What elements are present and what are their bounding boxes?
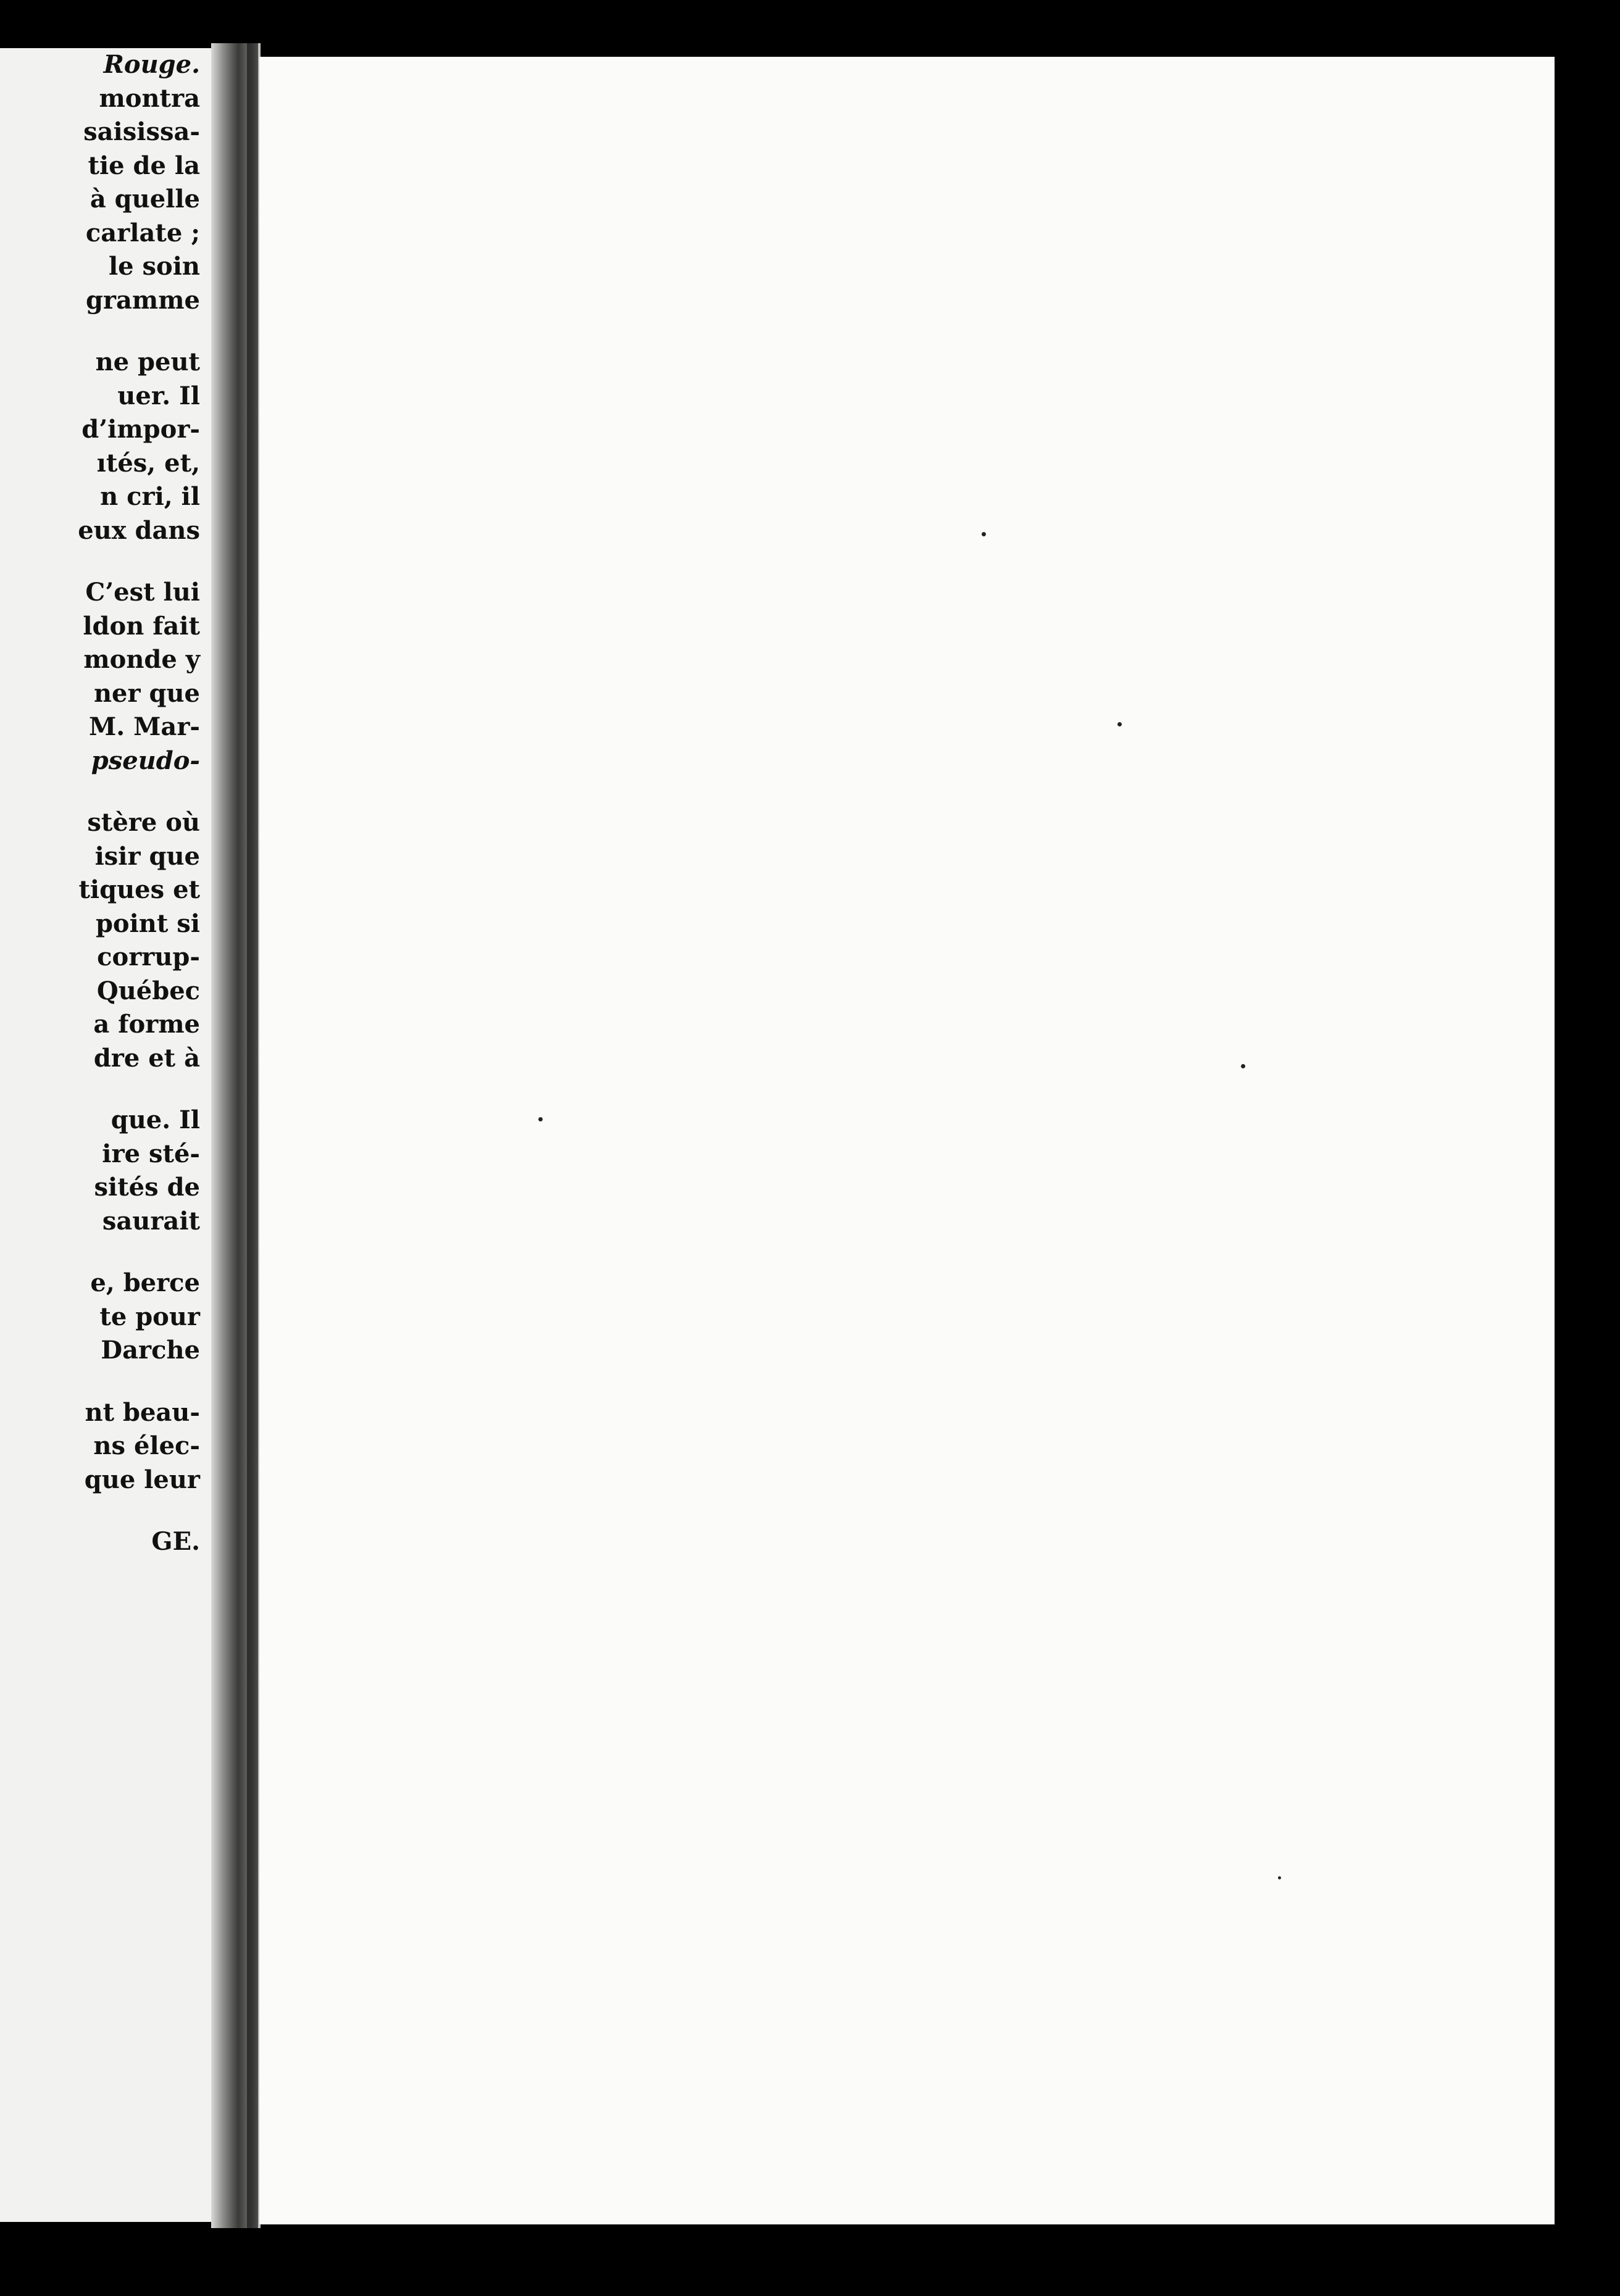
text-line: corrup-	[97, 942, 200, 971]
text-line: ner que	[93, 678, 200, 708]
paper-speck	[982, 532, 986, 536]
paper-speck	[538, 1117, 543, 1121]
text-line: Rouge.	[103, 50, 200, 79]
paper-speck	[1241, 1064, 1245, 1068]
text-line: point si	[95, 909, 200, 938]
text-line: tiques et	[78, 875, 200, 904]
text-line: saisissa-	[83, 117, 200, 146]
text-line: sités de	[94, 1173, 200, 1202]
text-line: pseudo-	[91, 746, 200, 775]
text-line: tie de la	[88, 151, 200, 180]
text-line: stère où	[87, 808, 200, 837]
text-line: uer. Il	[117, 381, 200, 410]
page-edge-shadow	[247, 43, 258, 2228]
text-line: ıtés, et,	[96, 448, 200, 478]
text-line: montra	[99, 83, 200, 113]
text-line: saurait	[102, 1206, 200, 1236]
paragraph-gap	[0, 1238, 200, 1267]
paper-speck	[1117, 722, 1122, 726]
text-line: C’est lui	[85, 578, 200, 607]
text-line: M. Mar-	[89, 712, 200, 741]
text-line: gramme	[85, 285, 200, 315]
text-line: te pour	[99, 1302, 200, 1331]
text-line: e, berce	[90, 1268, 200, 1297]
paragraph-gap	[0, 1368, 200, 1396]
text-line: Québec	[96, 976, 200, 1005]
left-page-fragment	[0, 48, 211, 2222]
paragraph-gap	[0, 547, 200, 576]
text-line: dre et à	[93, 1043, 200, 1073]
text-line: que leur	[84, 1465, 200, 1494]
left-page-text-column	[0, 48, 200, 1559]
text-line: GE.	[151, 1527, 200, 1556]
text-line: que. Il	[111, 1105, 200, 1134]
text-line: le soin	[108, 252, 200, 281]
text-line: Darche	[101, 1336, 200, 1365]
text-line: à quelle	[90, 185, 200, 214]
text-line: isir que	[94, 841, 200, 871]
text-line: d’impor-	[81, 415, 200, 444]
text-line: monde y	[83, 645, 200, 674]
text-line: nt beau-	[85, 1397, 200, 1427]
paragraph-gap	[0, 317, 200, 346]
text-line: ldon fait	[83, 611, 200, 641]
paper-speck	[1278, 1876, 1281, 1879]
paragraph-gap	[0, 1075, 200, 1104]
paragraph-gap	[0, 1497, 200, 1525]
text-line: eux dans	[78, 515, 200, 545]
right-page-blank	[259, 57, 1555, 2224]
text-line: ns élec-	[93, 1431, 200, 1460]
text-line: ne peut	[95, 347, 200, 376]
paragraph-gap	[0, 778, 200, 806]
text-line: a forme	[93, 1010, 200, 1039]
text-line: n cri, il	[100, 482, 200, 511]
text-line: ire sté-	[102, 1139, 200, 1168]
text-line: carlate ;	[85, 218, 200, 247]
